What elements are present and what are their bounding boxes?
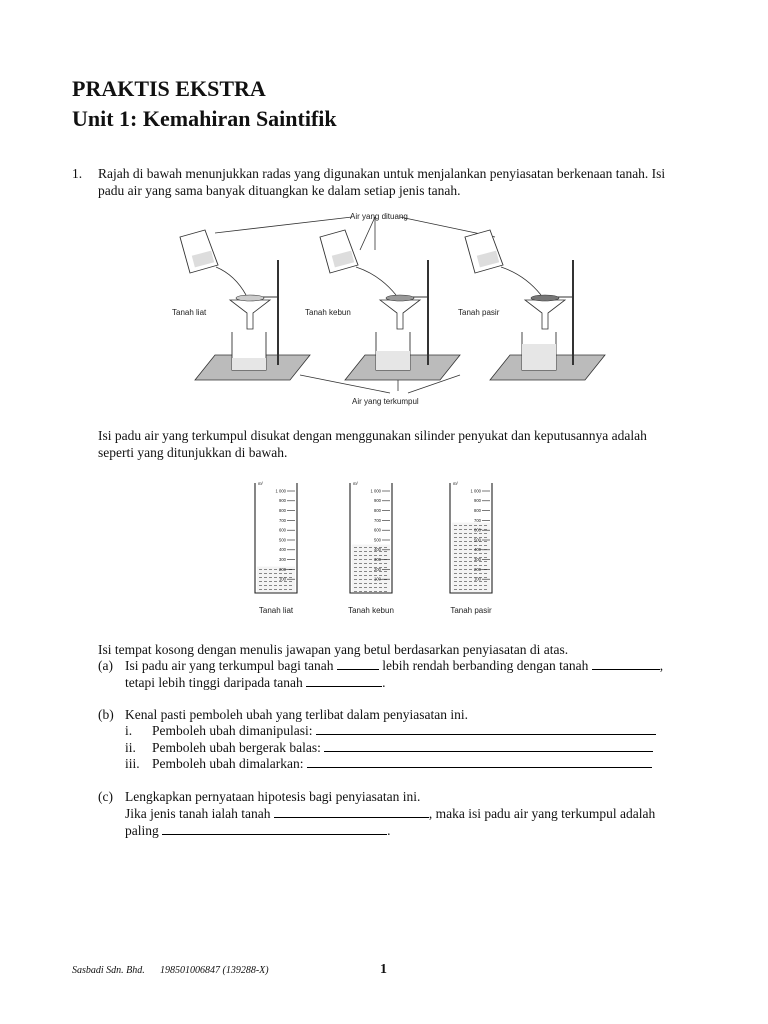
part-b-item-2: [152, 739, 653, 756]
part-b-item-num-3: iii.: [125, 756, 140, 771]
label-air-terkumpul: Air yang terkumpul: [352, 397, 419, 406]
part-c-line2: [125, 822, 391, 839]
page-title: PRAKTIS EKSTRA: [72, 76, 266, 101]
cylinder-tick-label: 100: [374, 576, 381, 582]
cylinder-tick-label: 200: [474, 566, 481, 572]
part-c-line2b: .: [387, 823, 391, 838]
cylinder-label: Tanah liat: [258, 606, 294, 615]
part-a-text5: .: [382, 675, 386, 690]
soil-label-2: Tanah kebun: [305, 308, 351, 317]
cylinder-tick-label: 400: [374, 547, 381, 553]
cylinder-tick-label: 600: [474, 527, 481, 533]
part-a-text1: Isi padu air yang terkumpul bagi tanah: [125, 658, 334, 673]
cylinder-tick-label: 800: [374, 508, 381, 513]
cylinder-tick-label: 400: [279, 547, 286, 553]
cylinder-tick-label: 300: [474, 557, 481, 562]
part-b-text: Kenal pasti pemboleh ubah yang terlibat dalam penyiasatan ini.: [125, 707, 469, 722]
part-b-item-text-2: Pemboleh ubah bergerak balas:: [152, 740, 321, 755]
question-intro-line1: Rajah di bawah menunjukkan radas yang digunakan untuk menjalankan penyiasatan berkenaan tanah. Isi: [98, 166, 666, 181]
cylinder-tick-label: 1 000: [275, 488, 286, 494]
cylinder-tick-label: 800: [474, 508, 481, 513]
part-c-line1a: Jika jenis tanah ialah tanah: [125, 806, 271, 821]
cylinder-tick-label: 700: [279, 517, 286, 523]
part-a-text3: ,: [659, 658, 664, 673]
answer-blank-b3[interactable]: [307, 755, 652, 768]
cylinder-tick-label: 400: [474, 547, 481, 553]
cylinder-tick-label: 1 000: [370, 488, 381, 494]
cylinder-tick-label: 300: [374, 557, 381, 562]
result-line2: seperti yang ditunjukkan di bawah.: [98, 445, 288, 460]
part-b-item-3: [152, 755, 652, 772]
answer-blank-a1[interactable]: [337, 657, 379, 670]
cylinder-label: Tanah kebun: [348, 606, 394, 615]
part-a-label: (a): [98, 658, 113, 673]
cylinder-tick-label: 900: [474, 498, 481, 504]
cylinder-tick-label: 800: [279, 508, 286, 513]
part-b-item-1: [152, 722, 656, 739]
instruction: Isi tempat kosong dengan menulis jawapan yang betul berdasarkan penyiasatan di atas.: [98, 642, 569, 657]
part-b-item-num-1: i.: [125, 723, 133, 738]
answer-blank-a2[interactable]: [592, 657, 660, 670]
cylinder-1: [255, 481, 297, 615]
cylinder-tick-label: 1 000: [470, 488, 481, 494]
cylinder-unit: ml: [453, 481, 458, 486]
question-intro-line2: padu air yang sama banyak dituangkan ke dalam setiap jenis tanah.: [98, 183, 461, 198]
label-air-dituang: Air yang dituang: [350, 212, 408, 221]
part-b-item-text-3: Pemboleh ubah dimalarkan:: [152, 756, 304, 771]
answer-blank-b2[interactable]: [324, 739, 653, 752]
cylinder-tick-label: 700: [374, 517, 381, 523]
footer-reg: 198501006847 (139288-X): [160, 965, 269, 976]
part-a-text2: lebih rendah berbanding dengan tanah: [382, 658, 589, 673]
part-c-line2a: paling: [125, 823, 159, 838]
cylinder-tick-label: 900: [374, 498, 381, 504]
result-line1: Isi padu air yang terkumpul disukat dengan menggunakan silinder penyukat dan keputusannya adalah: [98, 428, 647, 443]
cylinder-2: [348, 481, 394, 615]
part-b-item-num-2: ii.: [125, 740, 136, 755]
setup-tanah-liat: [172, 230, 310, 380]
cylinder-label: Tanah pasir: [450, 606, 492, 615]
part-c-text: Lengkapkan pernyataan hipotesis bagi penyiasatan ini.: [125, 789, 421, 804]
answer-blank-c2[interactable]: [162, 822, 387, 835]
soil-label-3: Tanah pasir: [458, 308, 500, 317]
cylinder-tick-label: 500: [374, 537, 381, 543]
answer-blank-b1[interactable]: [316, 722, 656, 735]
footer-publisher: Sasbadi Sdn. Bhd.: [72, 965, 145, 976]
part-c-line1b: , maka isi padu air yang terkumpul adalah: [428, 806, 656, 821]
page-subtitle: Unit 1: Kemahiran Saintifik: [72, 106, 337, 131]
cylinder-tick-label: 500: [279, 537, 286, 543]
soil-label-1: Tanah liat: [172, 308, 207, 317]
cylinder-tick-label: 700: [474, 517, 481, 523]
part-a-line2: [125, 674, 385, 691]
cylinder-tick-label: 300: [279, 557, 286, 562]
answer-blank-c1[interactable]: [274, 805, 429, 818]
setup-tanah-pasir: [458, 230, 605, 380]
cylinder-tick-label: 200: [374, 566, 381, 572]
apparatus-diagram: [160, 205, 610, 410]
cylinder-tick-label: 600: [279, 527, 286, 533]
cylinder-liquid: [257, 567, 295, 593]
part-c-line1: [125, 805, 655, 822]
cylinder-3: [450, 481, 492, 615]
part-a-text4: tetapi lebih tinggi daripada tanah: [125, 675, 303, 690]
part-b-label: (b): [98, 707, 114, 722]
part-a-line1: [125, 657, 663, 674]
cylinder-tick-label: 600: [374, 527, 381, 533]
part-c-label: (c): [98, 789, 113, 804]
cylinder-unit: ml: [353, 481, 358, 486]
cylinder-unit: ml: [258, 481, 263, 486]
cylinder-tick-label: 100: [474, 576, 481, 582]
part-b-item-text-1: Pemboleh ubah dimanipulasi:: [152, 723, 313, 738]
cylinder-tick-label: 900: [279, 498, 286, 504]
question-number: 1.: [72, 166, 83, 181]
cylinder-tick-label: 200: [279, 566, 286, 572]
page-number: 1: [380, 962, 387, 977]
answer-blank-a3[interactable]: [306, 674, 382, 687]
cylinder-tick-label: 500: [474, 537, 481, 543]
measuring-cylinders: [245, 475, 515, 620]
setup-tanah-kebun: [305, 230, 460, 380]
cylinder-tick-label: 100: [279, 576, 286, 582]
